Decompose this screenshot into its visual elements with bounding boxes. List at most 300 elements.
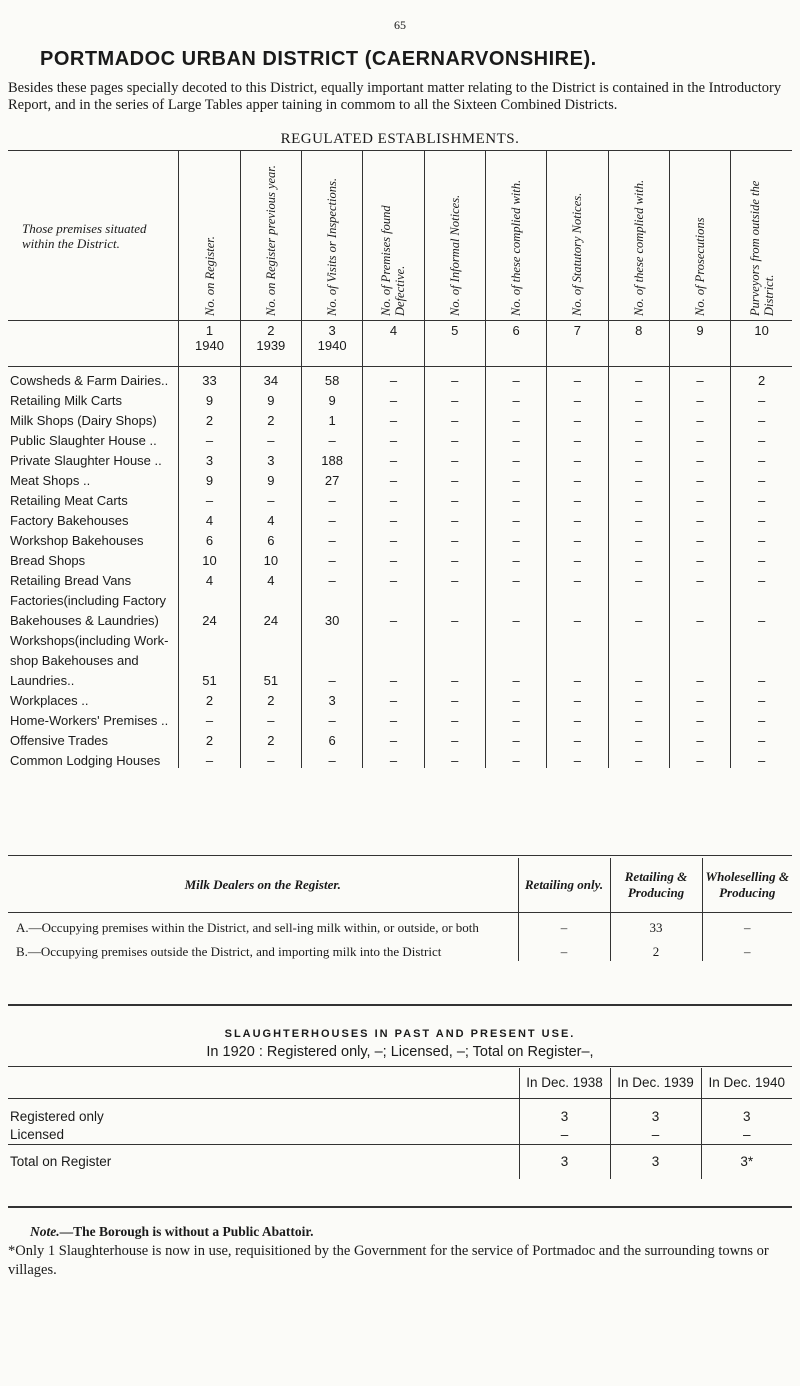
- cell: –: [547, 528, 608, 548]
- row-label: Common Lodging Houses: [10, 753, 161, 768]
- table-row: [8, 628, 792, 648]
- cell: –: [669, 688, 730, 708]
- cell: –: [179, 708, 240, 728]
- table-row: [8, 588, 792, 608]
- row-label: Factory Bakehouses: [10, 513, 129, 528]
- cell: –: [179, 428, 240, 448]
- cell: –: [424, 468, 485, 488]
- cell: –: [240, 708, 301, 728]
- cell: –: [363, 568, 424, 588]
- table-row: [8, 608, 792, 628]
- column-header: No. of Prosecutions: [669, 151, 730, 321]
- cell: –: [363, 367, 424, 389]
- table-row: [8, 468, 792, 488]
- cell: –: [669, 488, 730, 508]
- cell: –: [240, 488, 301, 508]
- row-label: shop Bakehouses and: [10, 653, 139, 668]
- cell: –: [363, 508, 424, 528]
- column-number: 4: [389, 323, 398, 338]
- cell: –: [485, 608, 546, 628]
- cell: –: [547, 488, 608, 508]
- cell: 2: [179, 728, 240, 748]
- column-number-cell: [424, 321, 485, 367]
- cell: –: [608, 408, 669, 428]
- cell: –: [547, 688, 608, 708]
- milk-col-retailing-producing: Retailing & Producing: [610, 858, 702, 912]
- cell: [424, 588, 485, 608]
- table-row: [8, 728, 792, 748]
- divider: [8, 1004, 792, 1006]
- column-number: 2: [267, 323, 275, 338]
- cell: [424, 628, 485, 648]
- cell: [301, 628, 362, 648]
- column-number: 1: [205, 323, 214, 338]
- cell: –: [485, 448, 546, 468]
- cell: –: [424, 708, 485, 728]
- cell: –: [485, 488, 546, 508]
- cell: 2: [610, 937, 702, 961]
- cell: [547, 648, 608, 668]
- cell: –: [424, 728, 485, 748]
- cell: [731, 648, 792, 668]
- cell: –: [485, 548, 546, 568]
- cell: [669, 588, 730, 608]
- milk-dealers-table: [8, 858, 792, 961]
- cell: –: [424, 448, 485, 468]
- cell: –: [608, 367, 669, 389]
- cell: [608, 628, 669, 648]
- table-row: [8, 1098, 792, 1125]
- cell: 27: [301, 468, 362, 488]
- milk-col-retailing: Retailing only.: [518, 858, 610, 912]
- cell: –: [731, 508, 792, 528]
- cell: –: [179, 748, 240, 768]
- cell: –: [485, 568, 546, 588]
- table-row: [8, 508, 792, 528]
- cell: [731, 588, 792, 608]
- divider: [8, 1066, 792, 1067]
- cell: –: [731, 528, 792, 548]
- row-label: Offensive Trades: [10, 733, 109, 748]
- cell: 2: [179, 688, 240, 708]
- table-row: [8, 568, 792, 588]
- premises-header: Those premises situated within the District.: [8, 151, 179, 321]
- column-number: 5: [451, 323, 459, 338]
- cell: –: [363, 448, 424, 468]
- cell: –: [363, 488, 424, 508]
- page-number: 65: [394, 18, 406, 32]
- divider: [8, 855, 792, 856]
- column-number-cell: [179, 321, 240, 367]
- cell: [179, 588, 240, 608]
- cell: –: [424, 688, 485, 708]
- col-dec-1939: In Dec. 1939: [610, 1068, 701, 1098]
- table-row: [8, 528, 792, 548]
- column-number-cell: [301, 321, 362, 367]
- cell: 2: [240, 408, 301, 428]
- column-year: 1940: [317, 338, 347, 353]
- cell: –: [608, 568, 669, 588]
- cell: –: [731, 468, 792, 488]
- cell: –: [669, 748, 730, 768]
- cell: –: [547, 508, 608, 528]
- page-title: PORTMADOC URBAN DISTRICT (CAERNARVONSHIRE).: [40, 48, 597, 70]
- cell: –: [301, 428, 362, 448]
- cell: –: [301, 748, 362, 768]
- cell: –: [669, 388, 730, 408]
- cell: –: [701, 1125, 792, 1145]
- cell: –: [669, 408, 730, 428]
- cell: 3: [179, 448, 240, 468]
- cell: 51: [240, 668, 301, 688]
- cell: –: [301, 708, 362, 728]
- cell: –: [518, 912, 610, 937]
- cell: –: [547, 388, 608, 408]
- column-number: 9: [696, 323, 704, 338]
- column-number-cell: [363, 321, 424, 367]
- cell: –: [518, 937, 610, 961]
- cell: –: [608, 688, 669, 708]
- table-row: [8, 648, 792, 668]
- table-row: [8, 708, 792, 728]
- column-number: 3: [328, 323, 336, 338]
- cell: [485, 648, 546, 668]
- cell: 24: [240, 608, 301, 628]
- divider: [8, 1206, 792, 1208]
- column-number-cell: [608, 321, 669, 367]
- cell: [240, 628, 301, 648]
- cell: 9: [301, 388, 362, 408]
- regulated-establishments-table: [8, 150, 792, 768]
- cell: –: [485, 688, 546, 708]
- cell: –: [608, 468, 669, 488]
- cell: –: [547, 728, 608, 748]
- column-number-cell: [731, 321, 792, 367]
- cell: –: [547, 468, 608, 488]
- cell: 2: [179, 408, 240, 428]
- cell: 6: [240, 528, 301, 548]
- column-number-cell: [547, 321, 608, 367]
- column-header: Purveyors from outside the District.: [731, 151, 792, 321]
- cell: –: [669, 468, 730, 488]
- cell: 2: [240, 728, 301, 748]
- table-row: [8, 668, 792, 688]
- cell: [240, 648, 301, 668]
- cell: –: [301, 508, 362, 528]
- cell: –: [485, 708, 546, 728]
- regulated-heading: REGULATED ESTABLISHMENTS.: [280, 131, 520, 147]
- cell: 6: [179, 528, 240, 548]
- row-label: B.—Occupying premises outside the District, and importing milk into the District: [16, 943, 442, 959]
- cell: –: [731, 548, 792, 568]
- cell: 9: [240, 468, 301, 488]
- table-row: [8, 367, 792, 389]
- cell: –: [363, 708, 424, 728]
- cell: 9: [179, 468, 240, 488]
- cell: –: [669, 448, 730, 468]
- column-number-cell: [485, 321, 546, 367]
- footnote: *Only 1 Slaughterhouse is now in use, requisitioned by the Government for the service of Portmadoc and the surrounding towns or villages.: [8, 1243, 769, 1278]
- cell: [669, 648, 730, 668]
- note-prefix: Note.: [30, 1224, 60, 1239]
- cell: [363, 648, 424, 668]
- cell: –: [608, 728, 669, 748]
- cell: –: [731, 408, 792, 428]
- cell: 3: [519, 1098, 610, 1125]
- cell: –: [424, 428, 485, 448]
- row-label: Meat Shops ..: [10, 473, 91, 488]
- cell: –: [731, 748, 792, 768]
- col-dec-1938: In Dec. 1938: [519, 1068, 610, 1098]
- milk-dealers-heading: Milk Dealers on the Register.: [184, 876, 341, 892]
- cell: –: [608, 528, 669, 548]
- cell: –: [363, 548, 424, 568]
- slaughterhouses-heading: SLAUGHTERHOUSES IN PAST AND PRESENT USE.: [224, 1028, 576, 1040]
- cell: –: [485, 668, 546, 688]
- cell: 2: [240, 688, 301, 708]
- row-label: Workshops(including Work-: [10, 633, 169, 648]
- table-row: [8, 748, 792, 768]
- column-header: No. of Informal Notices.: [424, 151, 485, 321]
- milk-col-wholeselling-producing: Wholeselling & Producing: [702, 858, 792, 912]
- cell: –: [363, 608, 424, 628]
- cell: –: [669, 728, 730, 748]
- row-label: Retailing Bread Vans: [10, 573, 132, 588]
- cell: –: [547, 668, 608, 688]
- table-row: [8, 688, 792, 708]
- cell: –: [608, 388, 669, 408]
- cell: –: [608, 448, 669, 468]
- row-label: Workshop Bakehouses: [10, 533, 144, 548]
- cell: [179, 648, 240, 668]
- row-label: Home-Workers' Premises ..: [10, 713, 169, 728]
- row-label: Laundries..: [10, 673, 75, 688]
- cell: –: [547, 708, 608, 728]
- cell: –: [424, 508, 485, 528]
- cell: 4: [240, 568, 301, 588]
- row-label: Factories(including Factory: [10, 593, 167, 608]
- column-number-row: [8, 321, 792, 367]
- cell: –: [669, 668, 730, 688]
- cell: 6: [301, 728, 362, 748]
- cell: –: [669, 367, 730, 389]
- cell: 30: [301, 608, 362, 628]
- cell: –: [485, 748, 546, 768]
- cell: 9: [179, 388, 240, 408]
- cell: –: [608, 488, 669, 508]
- table-row: [8, 1145, 792, 1179]
- column-header: No. on Register previous year.: [240, 151, 301, 321]
- row-label: Retailing Milk Carts: [10, 393, 122, 408]
- table-row: [8, 428, 792, 448]
- table-row: [8, 488, 792, 508]
- table-row: [8, 937, 792, 961]
- cell: –: [519, 1125, 610, 1145]
- cell: –: [301, 488, 362, 508]
- intro-paragraph: Besides these pages specially decoted to this District, equally important matter relating to the District is contained in the Introductory Report, and in the series of Large Tables apper taining in commom to all the Sixteen Combined Districts.: [8, 80, 782, 113]
- cell: –: [547, 748, 608, 768]
- cell: –: [669, 608, 730, 628]
- cell: [608, 588, 669, 608]
- cell: 24: [179, 608, 240, 628]
- cell: 10: [240, 548, 301, 568]
- cell: 3: [519, 1145, 610, 1179]
- cell: –: [731, 428, 792, 448]
- cell: 34: [240, 367, 301, 389]
- cell: 3: [240, 448, 301, 468]
- column-number: 7: [573, 323, 581, 338]
- cell: –: [731, 608, 792, 628]
- cell: –: [240, 748, 301, 768]
- cell: [608, 648, 669, 668]
- column-number: 6: [512, 323, 520, 338]
- cell: [363, 588, 424, 608]
- col-dec-1940: In Dec. 1940: [701, 1068, 792, 1098]
- cell: –: [363, 408, 424, 428]
- cell: –: [485, 468, 546, 488]
- slaughterhouses-1920-line: In 1920 : Registered only, –; Licensed, –; Total on Register–,: [206, 1044, 594, 1060]
- cell: –: [608, 708, 669, 728]
- cell: –: [424, 668, 485, 688]
- cell: –: [669, 548, 730, 568]
- cell: 4: [240, 508, 301, 528]
- cell: 51: [179, 668, 240, 688]
- cell: [485, 628, 546, 648]
- cell: 10: [179, 548, 240, 568]
- cell: 33: [179, 367, 240, 389]
- column-header: No. of these complied with.: [485, 151, 546, 321]
- cell: –: [485, 367, 546, 389]
- slaughterhouses-table: [8, 1068, 792, 1179]
- cell: 3: [610, 1098, 701, 1125]
- cell: –: [485, 388, 546, 408]
- cell: –: [363, 428, 424, 448]
- column-number-cell: [669, 321, 730, 367]
- column-header: No. of Statutory Notices.: [547, 151, 608, 321]
- cell: –: [424, 548, 485, 568]
- cell: –: [301, 668, 362, 688]
- table-row: [8, 448, 792, 468]
- cell: –: [547, 448, 608, 468]
- cell: 3: [301, 688, 362, 708]
- cell: –: [424, 388, 485, 408]
- cell: –: [610, 1125, 701, 1145]
- cell: [363, 628, 424, 648]
- table-row: [8, 548, 792, 568]
- row-label: Licensed: [10, 1126, 65, 1142]
- cell: –: [424, 608, 485, 628]
- cell: –: [363, 468, 424, 488]
- cell: –: [485, 428, 546, 448]
- cell: –: [301, 548, 362, 568]
- row-label: Bread Shops: [10, 553, 86, 568]
- cell: –: [240, 428, 301, 448]
- cell: –: [731, 728, 792, 748]
- cell: –: [669, 528, 730, 548]
- cell: –: [363, 668, 424, 688]
- cell: [731, 628, 792, 648]
- cell: [485, 588, 546, 608]
- cell: 3: [610, 1145, 701, 1179]
- cell: –: [608, 548, 669, 568]
- cell: –: [424, 488, 485, 508]
- cell: [301, 648, 362, 668]
- cell: –: [608, 608, 669, 628]
- cell: –: [608, 508, 669, 528]
- cell: 4: [179, 568, 240, 588]
- table-row: [8, 912, 792, 937]
- cell: –: [731, 448, 792, 468]
- cell: –: [179, 488, 240, 508]
- cell: –: [608, 748, 669, 768]
- note-text: —The Borough is without a Public Abattoir.: [59, 1224, 314, 1239]
- cell: –: [547, 367, 608, 389]
- cell: –: [424, 568, 485, 588]
- cell: 3: [701, 1098, 792, 1125]
- column-header: No. on Register.: [179, 151, 240, 321]
- cell: [240, 588, 301, 608]
- row-label: Workplaces ..: [10, 693, 89, 708]
- row-label: Total on Register: [8, 1145, 519, 1179]
- cell: 1: [301, 408, 362, 428]
- cell: –: [547, 568, 608, 588]
- cell: –: [424, 367, 485, 389]
- cell: –: [669, 428, 730, 448]
- cell: –: [702, 912, 792, 937]
- cell: –: [608, 428, 669, 448]
- cell: –: [363, 388, 424, 408]
- cell: –: [424, 528, 485, 548]
- row-label: Milk Shops (Dairy Shops): [10, 413, 157, 428]
- cell: –: [608, 668, 669, 688]
- column-header: No. of these complied with.: [608, 151, 669, 321]
- column-number-cell: [240, 321, 301, 367]
- table-row: [8, 408, 792, 428]
- column-header: No. of Visits or Inspections.: [301, 151, 362, 321]
- cell: –: [363, 748, 424, 768]
- cell: –: [547, 408, 608, 428]
- cell: 4: [179, 508, 240, 528]
- cell: –: [547, 548, 608, 568]
- column-year: 1940: [195, 338, 224, 353]
- column-number: 10: [754, 323, 769, 338]
- cell: –: [485, 528, 546, 548]
- cell: 3*: [701, 1145, 792, 1179]
- cell: 188: [301, 448, 362, 468]
- cell: [669, 628, 730, 648]
- row-label: A.—Occupying premises within the District, and sell-ing milk within, or outside, or both: [8, 912, 518, 937]
- cell: –: [363, 728, 424, 748]
- cell: –: [485, 728, 546, 748]
- cell: [179, 628, 240, 648]
- cell: 58: [301, 367, 362, 389]
- column-year: 1939: [256, 338, 286, 353]
- cell: 2: [731, 367, 792, 389]
- cell: –: [547, 428, 608, 448]
- row-label: Private Slaughter House ..: [10, 453, 162, 468]
- row-label: Cowsheds & Farm Dairies..: [8, 367, 179, 389]
- cell: 33: [610, 912, 702, 937]
- column-header: No. of Premises found Defective.: [363, 151, 424, 321]
- table-row: [8, 1125, 792, 1145]
- cell: –: [485, 508, 546, 528]
- cell: –: [301, 528, 362, 548]
- row-label: Registered only: [8, 1098, 519, 1125]
- cell: –: [669, 508, 730, 528]
- cell: –: [363, 528, 424, 548]
- column-number: 8: [635, 323, 643, 338]
- cell: –: [547, 608, 608, 628]
